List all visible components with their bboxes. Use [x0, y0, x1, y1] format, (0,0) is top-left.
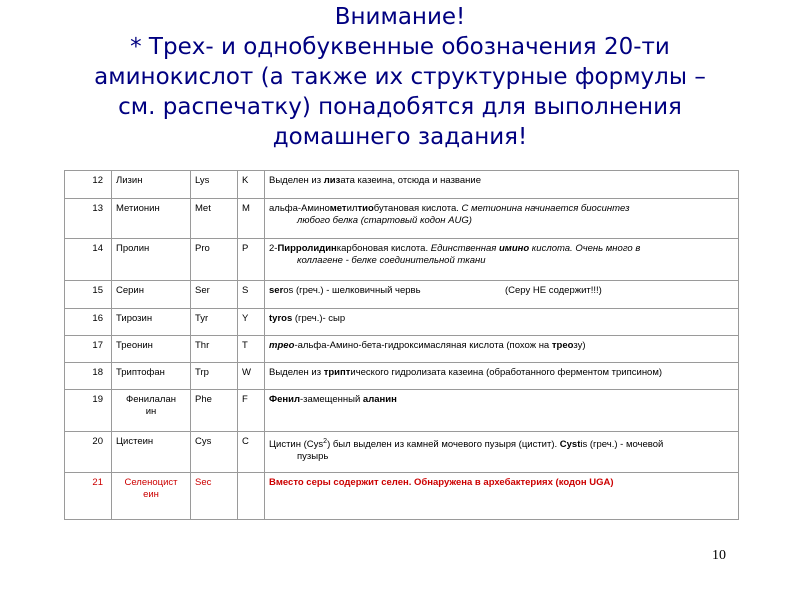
three-letter-code: Lys	[191, 171, 238, 199]
amino-name: Фенилалан ин	[112, 390, 191, 432]
one-letter-code: K	[238, 171, 265, 199]
amino-acid-table	[64, 170, 739, 520]
table-row	[65, 336, 739, 363]
description: seros (греч.) - шелковичный червь (Серу НЕ содержит!!!)	[265, 281, 739, 309]
three-letter-code: Trp	[191, 363, 238, 390]
amino-name: Серин	[112, 281, 191, 309]
table-row	[65, 363, 739, 390]
notice-title: Внимание!	[334, 4, 466, 30]
one-letter-code: Y	[238, 309, 265, 336]
slide-header	[40, 2, 760, 152]
description: Фенил-замещенный аланин	[265, 390, 739, 432]
description: альфа-Аминометилтиобутановая кислота. С метионина начинается биосинтез любого белка (стартовый кодон AUG)	[265, 199, 739, 239]
amino-name: Цистеин	[112, 432, 191, 473]
three-letter-code: Sec	[191, 473, 238, 520]
row-number: 20	[65, 432, 112, 473]
table-row	[65, 199, 739, 239]
one-letter-code: C	[238, 432, 265, 473]
description: Вместо серы содержит селен. Обнаружена в архебактериях (кодон UGA)	[265, 473, 739, 520]
description: Выделен из триптического гидролизата казеина (обработанного ферментом трипсином)	[265, 363, 739, 390]
table-row	[65, 281, 739, 309]
three-letter-code: Met	[191, 199, 238, 239]
amino-name: Лизин	[112, 171, 191, 199]
header-line-4: домашнего задания!	[272, 124, 528, 150]
amino-name: Селеноцист еин	[112, 473, 191, 520]
amino-name: Тирозин	[112, 309, 191, 336]
description: Цистин (Cys$^2$) был выделен из камней мочевого пузыря (цистит). Cystis (греч.) - мочевой пузырь	[265, 432, 739, 473]
header-line-3: см. распечатку) понадобятся для выполнения	[118, 94, 682, 120]
one-letter-code: F	[238, 390, 265, 432]
amino-name: Триптофан	[112, 363, 191, 390]
description: Выделен из лизата казеина, отсюда и название	[265, 171, 739, 199]
page-number: 10	[712, 548, 726, 563]
one-letter-code: P	[238, 239, 265, 281]
row-number: 21	[65, 473, 112, 520]
row-number: 16	[65, 309, 112, 336]
three-letter-code: Tyr	[191, 309, 238, 336]
row-number: 12	[65, 171, 112, 199]
three-letter-code: Cys	[191, 432, 238, 473]
one-letter-code	[238, 473, 265, 520]
table-row	[65, 309, 739, 336]
header-line-1: * Трех- и однобуквенные обозначения 20-ти	[130, 34, 670, 60]
row-number: 17	[65, 336, 112, 363]
row-number: 15	[65, 281, 112, 309]
three-letter-code: Phe	[191, 390, 238, 432]
one-letter-code: W	[238, 363, 265, 390]
amino-name: Метионин	[112, 199, 191, 239]
description: трео-альфа-Амино-бета-гидроксимасляная кислота (похож на треозу)	[265, 336, 739, 363]
one-letter-code: T	[238, 336, 265, 363]
description: 2-Пирролидинкарбоновая кислота. Единственная имино кислота. Очень много в коллагене - белке соединительной ткани	[265, 239, 739, 281]
row-number: 14	[65, 239, 112, 281]
amino-name: Треонин	[112, 336, 191, 363]
table-row	[65, 390, 739, 432]
header-line-2: аминокислот (а также их структурные формулы –	[94, 64, 706, 90]
one-letter-code: M	[238, 199, 265, 239]
three-letter-code: Ser	[191, 281, 238, 309]
table-row	[65, 432, 739, 473]
row-number: 19	[65, 390, 112, 432]
row-number: 13	[65, 199, 112, 239]
table-row	[65, 171, 739, 199]
table-row-highlighted	[65, 473, 739, 520]
one-letter-code: S	[238, 281, 265, 309]
three-letter-code: Thr	[191, 336, 238, 363]
table-row	[65, 239, 739, 281]
description: tyros (греч.)- сыр	[265, 309, 739, 336]
row-number: 18	[65, 363, 112, 390]
amino-name: Пролин	[112, 239, 191, 281]
three-letter-code: Pro	[191, 239, 238, 281]
